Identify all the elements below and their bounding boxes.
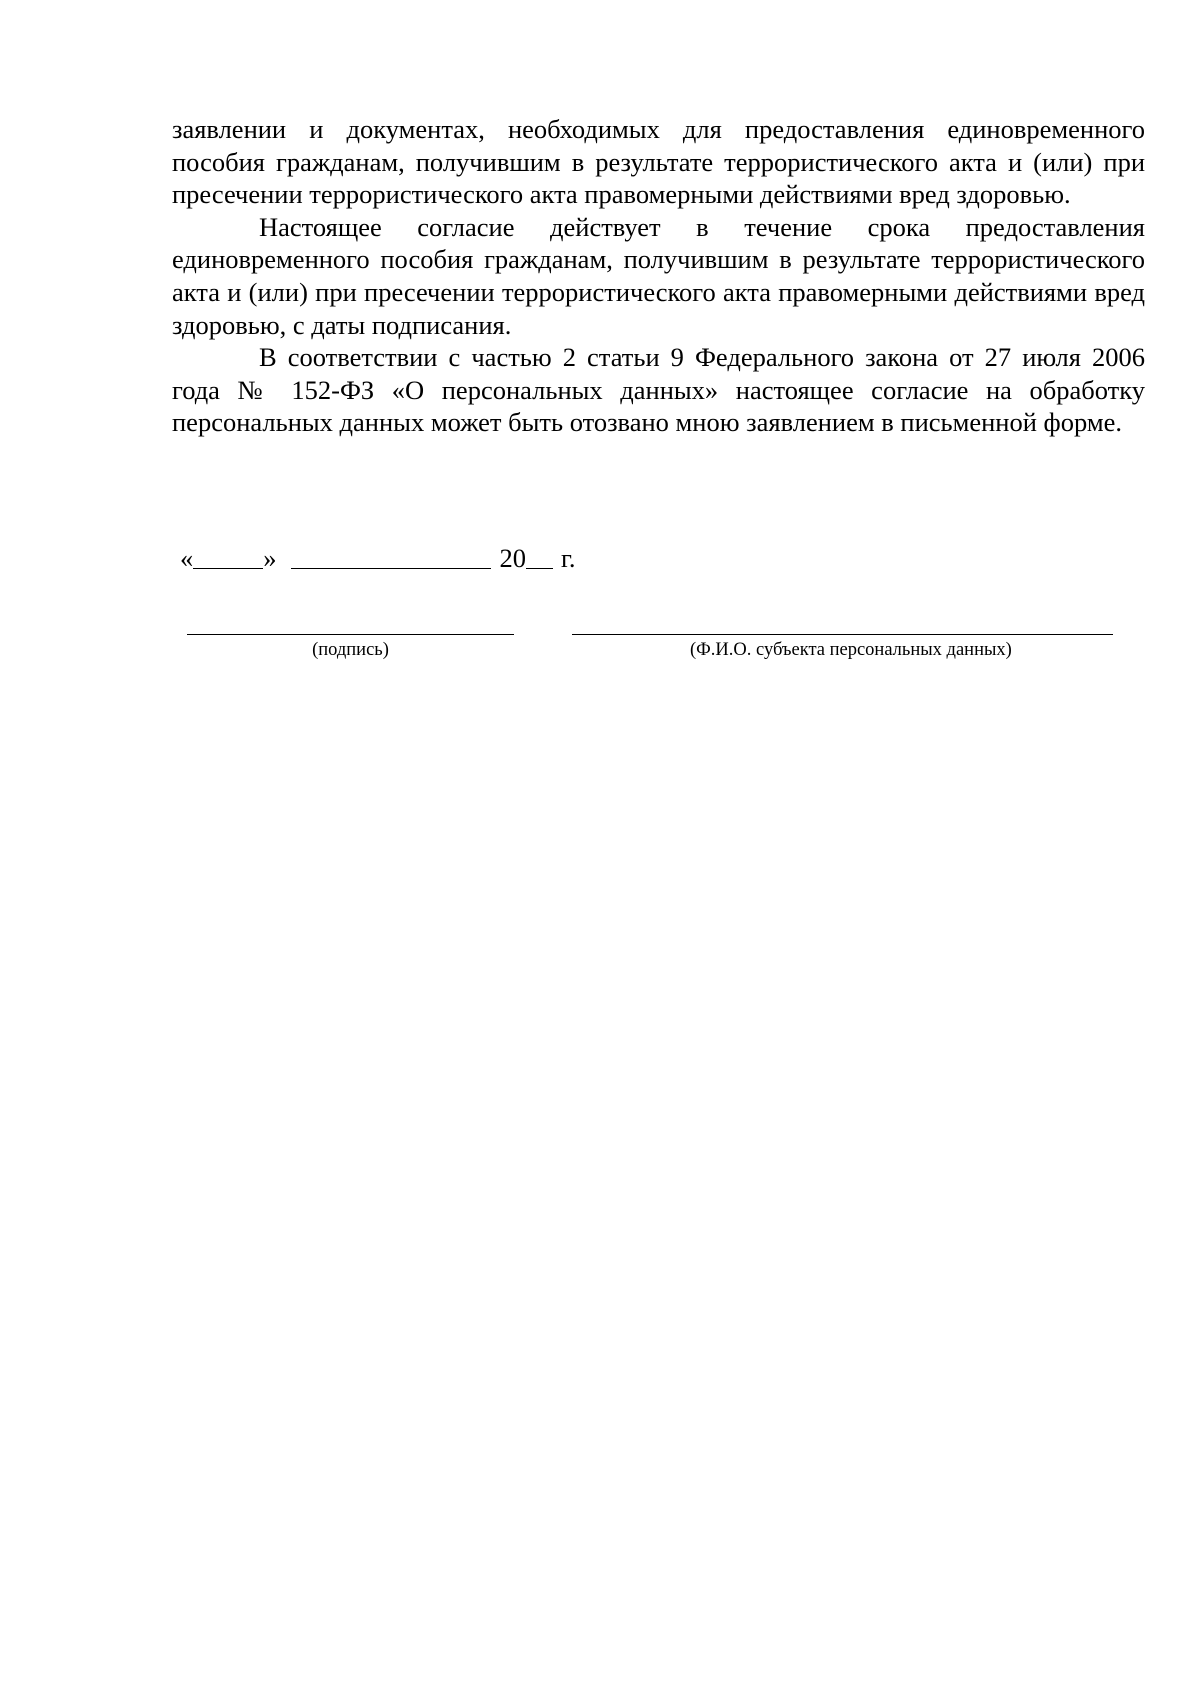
- day-blank[interactable]: [193, 542, 263, 569]
- month-blank[interactable]: [291, 542, 491, 569]
- paragraph-validity-period: Настоящее согласие действует в течение срока предоставления единовременного пособия гражданам, получившим в результате террористического акта и (или) при пресечении террористического акта правомерными действиями вред здоровью, с даты подписания.: [172, 211, 1145, 340]
- signature-line[interactable]: [187, 634, 514, 635]
- paragraph-withdrawal: В соответствии с частью 2 статьи 9 Федерального закона от 27 июля 2006 года № 152-ФЗ «О персональных данных» настоящее согласие на обработку персональных данных может быть отозвано мною заявлением в письменной форме.: [172, 342, 1145, 438]
- close-quote: »: [263, 543, 277, 573]
- open-quote: «: [180, 543, 194, 573]
- paragraph-continuation: заявлении и документах, необходимых для предоставления единовременного пособия гражданам, получившим в результате террористического акта и (или) при пресечении террористического акта правомерными действиями вред здоровью.: [172, 114, 1145, 210]
- full-name-caption: (Ф.И.О. субъекта персональных данных): [690, 640, 1012, 660]
- year-blank[interactable]: [526, 542, 553, 569]
- signature-caption: (подпись): [312, 640, 389, 660]
- full-name-line[interactable]: [572, 634, 1113, 635]
- year-suffix: г.: [561, 543, 576, 573]
- date-field: [180, 540, 576, 575]
- year-prefix: 20: [499, 543, 526, 573]
- consent-text: [172, 113, 1145, 439]
